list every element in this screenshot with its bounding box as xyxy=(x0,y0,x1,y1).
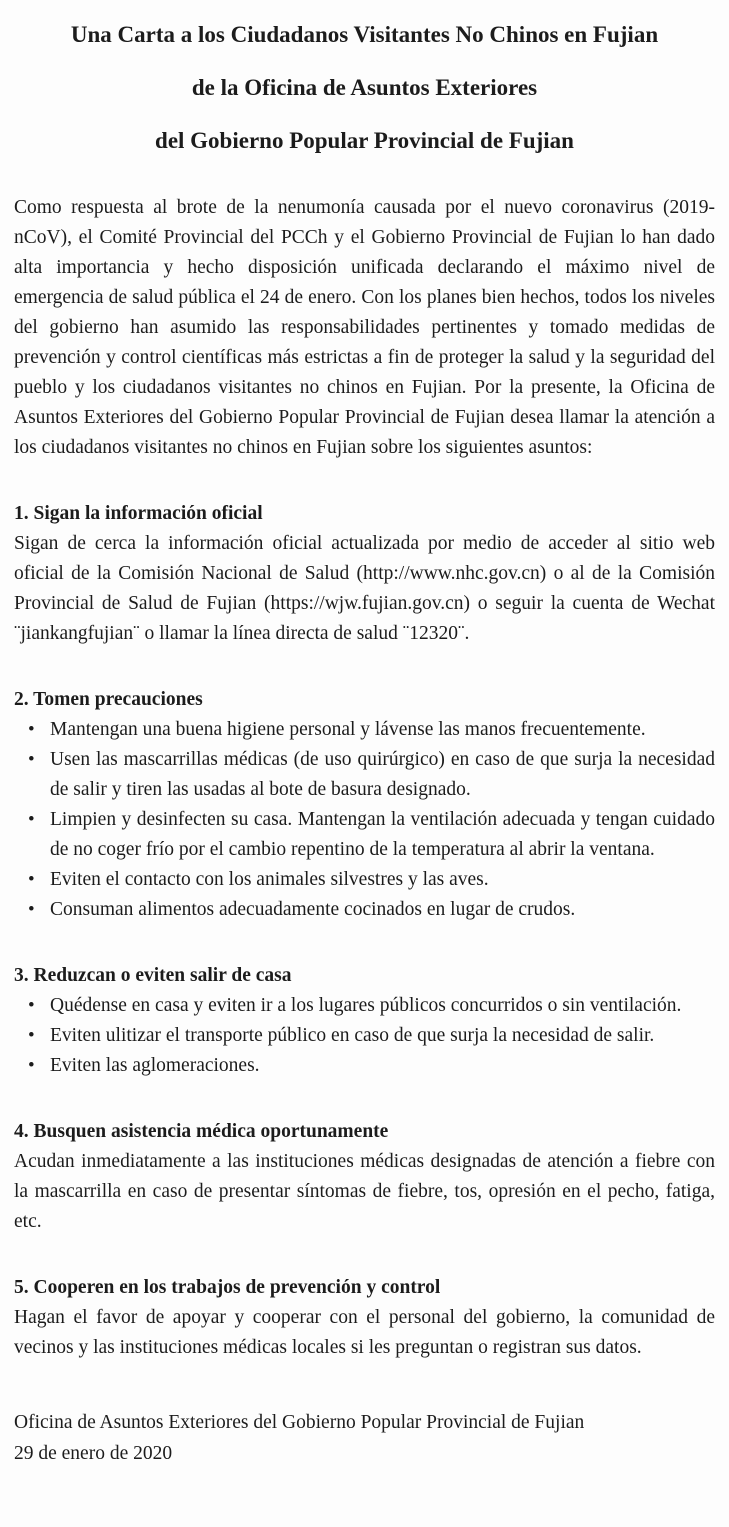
bullet-item xyxy=(14,745,715,805)
bullet-icon: • xyxy=(28,719,35,740)
bullet-text: Consuman alimentos adecuadamente cocinados en lugar de crudos. xyxy=(50,899,576,920)
bullet-icon: • xyxy=(28,749,35,770)
title-line-3: del Gobierno Popular Provincial de Fujian xyxy=(155,128,574,153)
letter-title xyxy=(14,8,715,167)
bullet-text: Eviten el contacto con los animales silvestres y las aves. xyxy=(50,869,489,890)
title-line-2: de la Oficina de Asuntos Exteriores xyxy=(191,75,538,100)
bullet-icon: • xyxy=(28,869,35,890)
bullet-item xyxy=(14,1021,715,1051)
section-heading: 5. Cooperen en los trabajos de prevención y control xyxy=(14,1277,441,1298)
section-paragraph: Hagan el favor de apoyar y cooperar con el personal del gobierno, la comunidad de vecinos y las instituciones médicas locales si les preguntan o registran sus datos. xyxy=(14,1307,715,1358)
bullet-icon: • xyxy=(28,1055,35,1076)
section-heading: 3. Reduzcan o eviten salir de casa xyxy=(14,965,292,986)
letter-section xyxy=(14,685,715,925)
intro-paragraph: Como respuesta al brote de la nenumonía causada por el nuevo coronavirus (2019-nCoV), el Comité Provincial del PCCh y el Gobierno Provincial de Fujian lo han dado alta importancia y hecho disposición unificada declarando el máximo nivel de emergencia de salud pública el 24 de enero. Con los planes bien hechos, todos los niveles del gobierno han asumido las responsabilidades pertinentes y tomado medidas de prevención y control científicas más estrictas a fin de proteger la salud y la seguridad del pueblo y los ciudadanos visitantes no chinos en Fujian. Por la presente, la Oficina de Asuntos Exteriores del Gobierno Popular Provincial de Fujian desea llamar la atención a los ciudadanos visitantes no chinos en Fujian sobre los siguientes asuntos: xyxy=(14,197,715,458)
section-heading: 1. Sigan la información oficial xyxy=(14,503,263,524)
bullet-item xyxy=(14,715,715,745)
bullet-list xyxy=(14,991,715,1081)
bullet-item xyxy=(14,1051,715,1081)
date-line: 29 de enero de 2020 xyxy=(14,1443,173,1464)
bullet-icon: • xyxy=(28,809,35,830)
bullet-text: Usen las mascarrillas médicas (de uso quirúrgico) en caso de que surja la necesidad de salir y tiren las usadas al bote de basura designado. xyxy=(50,749,715,800)
signature-line: Oficina de Asuntos Exteriores del Gobierno Popular Provincial de Fujian xyxy=(14,1412,585,1433)
section-heading: 4. Busquen asistencia médica oportunamente xyxy=(14,1121,389,1142)
bullet-text: Quédense en casa y eviten ir a los lugares públicos concurridos o sin ventilación. xyxy=(50,995,682,1016)
bullet-icon: • xyxy=(28,1025,35,1046)
letter-section xyxy=(14,961,715,1081)
bullet-icon: • xyxy=(28,995,35,1016)
bullet-text: Eviten las aglomeraciones. xyxy=(50,1055,260,1076)
letter-section xyxy=(14,1117,715,1237)
bullet-item xyxy=(14,865,715,895)
section-heading: 2. Tomen precauciones xyxy=(14,689,203,710)
bullet-list xyxy=(14,715,715,925)
bullet-text: Limpien y desinfecten su casa. Mantengan la ventilación adecuada y tengan cuidado de no coger frío por el cambio repentino de la temperatura al abrir la ventana. xyxy=(50,809,715,860)
bullet-item xyxy=(14,895,715,925)
bullet-text: Eviten ulitizar el transporte público en caso de que surja la necesidad de salir. xyxy=(50,1025,655,1046)
sections xyxy=(14,499,715,1363)
bullet-icon: • xyxy=(28,899,35,920)
bullet-text: Mantengan una buena higiene personal y lávense las manos frecuentemente. xyxy=(50,719,646,740)
section-paragraph: Acudan inmediatamente a las instituciones médicas designadas de atención a fiebre con la mascarrilla en caso de presentar síntomas de fiebre, tos, opresión en el pecho, fatiga, etc. xyxy=(14,1151,715,1232)
letter-footer xyxy=(14,1407,715,1469)
section-paragraph: Sigan de cerca la información oficial actualizada por medio de acceder al sitio web oficial de la Comisión Nacional de Salud (http://www.nhc.gov.cn) o al de la Comisión Provincial de Salud de Fujian (https://wjw.fujian.gov.cn) o seguir la cuenta de Wechat ¨jiankangfujian¨ o llamar la línea directa de salud ¨12320¨. xyxy=(14,533,715,644)
bullet-item xyxy=(14,805,715,865)
letter-section xyxy=(14,1273,715,1363)
title-line-1: Una Carta a los Ciudadanos Visitantes No Chinos en Fujian xyxy=(70,22,659,47)
letter-section xyxy=(14,499,715,649)
bullet-item xyxy=(14,991,715,1021)
